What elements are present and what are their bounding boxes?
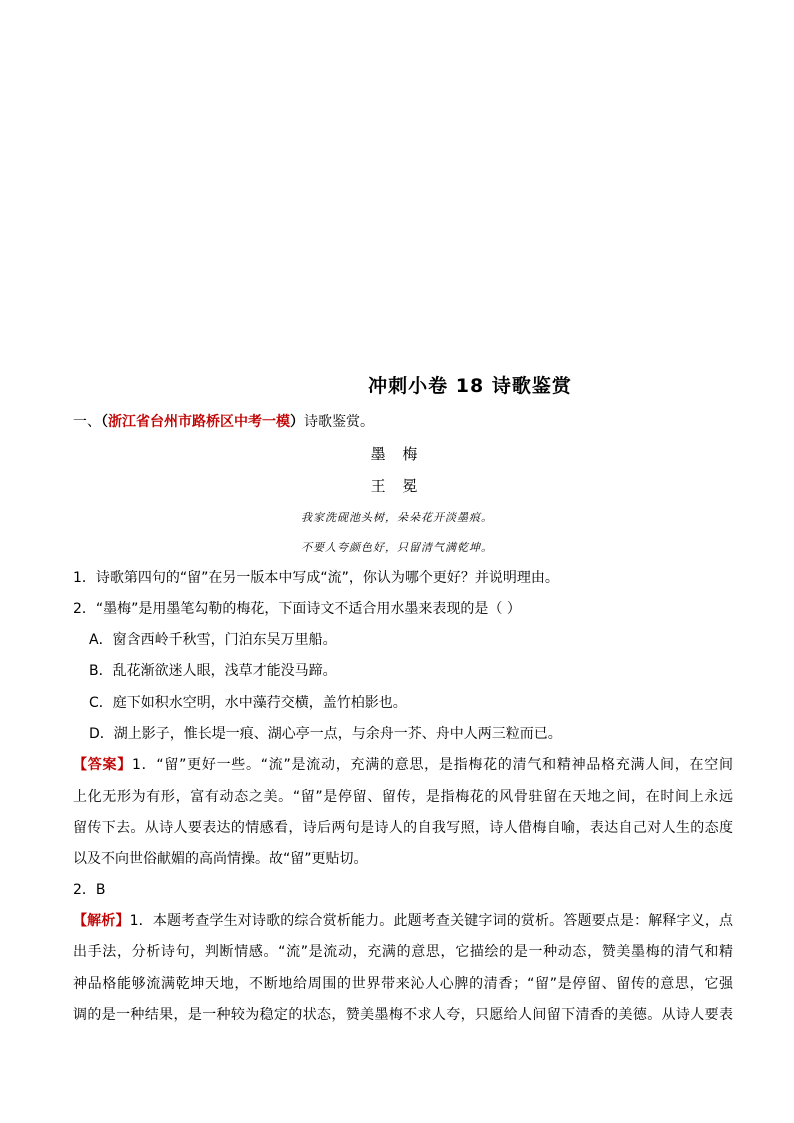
analysis-line-2: 出手法，分析诗句，判断情感。“流”是流动，充满的意思，它描绘的是一种动态，赞美墨梅的清气和精	[73, 944, 733, 960]
analysis-tag: 【解析】	[73, 913, 130, 929]
question-1: 1．诗歌第四句的“留”在另一版本中写成“流”，你认为哪个更好？并说明理由。	[73, 570, 559, 586]
source-label: 浙江省台州市路桥区中考一模	[108, 414, 290, 430]
section-title: 诗歌鉴赏。	[304, 414, 374, 430]
option-d: D．湖上影子，惟长堤一痕、湖心亭一点，与余舟一芥、舟中人两三粒而已。	[89, 726, 562, 742]
question-2: 2．“墨梅”是用墨笔勾勒的梅花，下面诗文不适合用水墨来表现的是（ ）	[73, 601, 521, 617]
poem-title: 墨 梅	[370, 445, 424, 463]
page-title: 冲刺小卷 18 诗歌鉴赏	[368, 375, 572, 397]
answer-line-4: 以及不向世俗献媚的高尚情操。故“留”更贴切。	[73, 851, 368, 867]
analysis-line-4: 调的是一种结果，是一种较为稳定的状态，赞美墨梅不求人夸，只愿给人间留下清香的美德。从诗人要表	[73, 1007, 733, 1023]
analysis-text-1: 1．本题考查学生对诗歌的综合赏析能力。此题考查关键字词的赏析。答题要点是：解释字义，点	[129, 913, 734, 929]
poem-line-2: 不要人夸颜色好，只留清气满乾坤。	[301, 541, 493, 554]
section-heading	[73, 412, 733, 432]
analysis-line-1	[73, 911, 733, 931]
answer-line-1	[73, 755, 733, 775]
answer-tag: 【答案】	[73, 757, 132, 773]
answer-line-2: 上化无形为有形，富有动态之美。“留”是停留、留传，是指梅花的风骨驻留在天地之间，在时间上永远	[73, 789, 733, 805]
answer-line-3: 留传下去。从诗人要表达的情感看，诗后两句是诗人的自我写照，诗人借梅自喻，表达自己对人生的态度	[73, 820, 733, 836]
option-c: C．庭下如积水空明，水中藻荇交横，盖竹柏影也。	[89, 695, 407, 711]
analysis-line-3: 神品格能够流满乾坤天地，不断地给周围的世界带来沁人心脾的清香；“留”是停留、留传的意思，它强	[73, 976, 733, 992]
answer-text-1: 1．“留”更好一些。“流”是流动，充满的意思，是指梅花的清气和精神品格充满人间，在空间	[131, 757, 734, 773]
source-close-bracket: ）	[290, 414, 304, 430]
poem-line-1: 我家洗砚池头树，朵朵花开淡墨痕。	[301, 511, 493, 524]
source-open-bracket: （	[101, 414, 108, 430]
option-a: A．窗含西岭千秋雪，门泊东吴万里船。	[89, 632, 337, 648]
answer-line-5: 2．B	[73, 882, 106, 898]
option-b: B．乱花渐欲迷人眼，浅草才能没马蹄。	[89, 663, 337, 679]
section-number: 一、	[73, 414, 101, 430]
poem-author: 王 冕	[370, 477, 424, 495]
